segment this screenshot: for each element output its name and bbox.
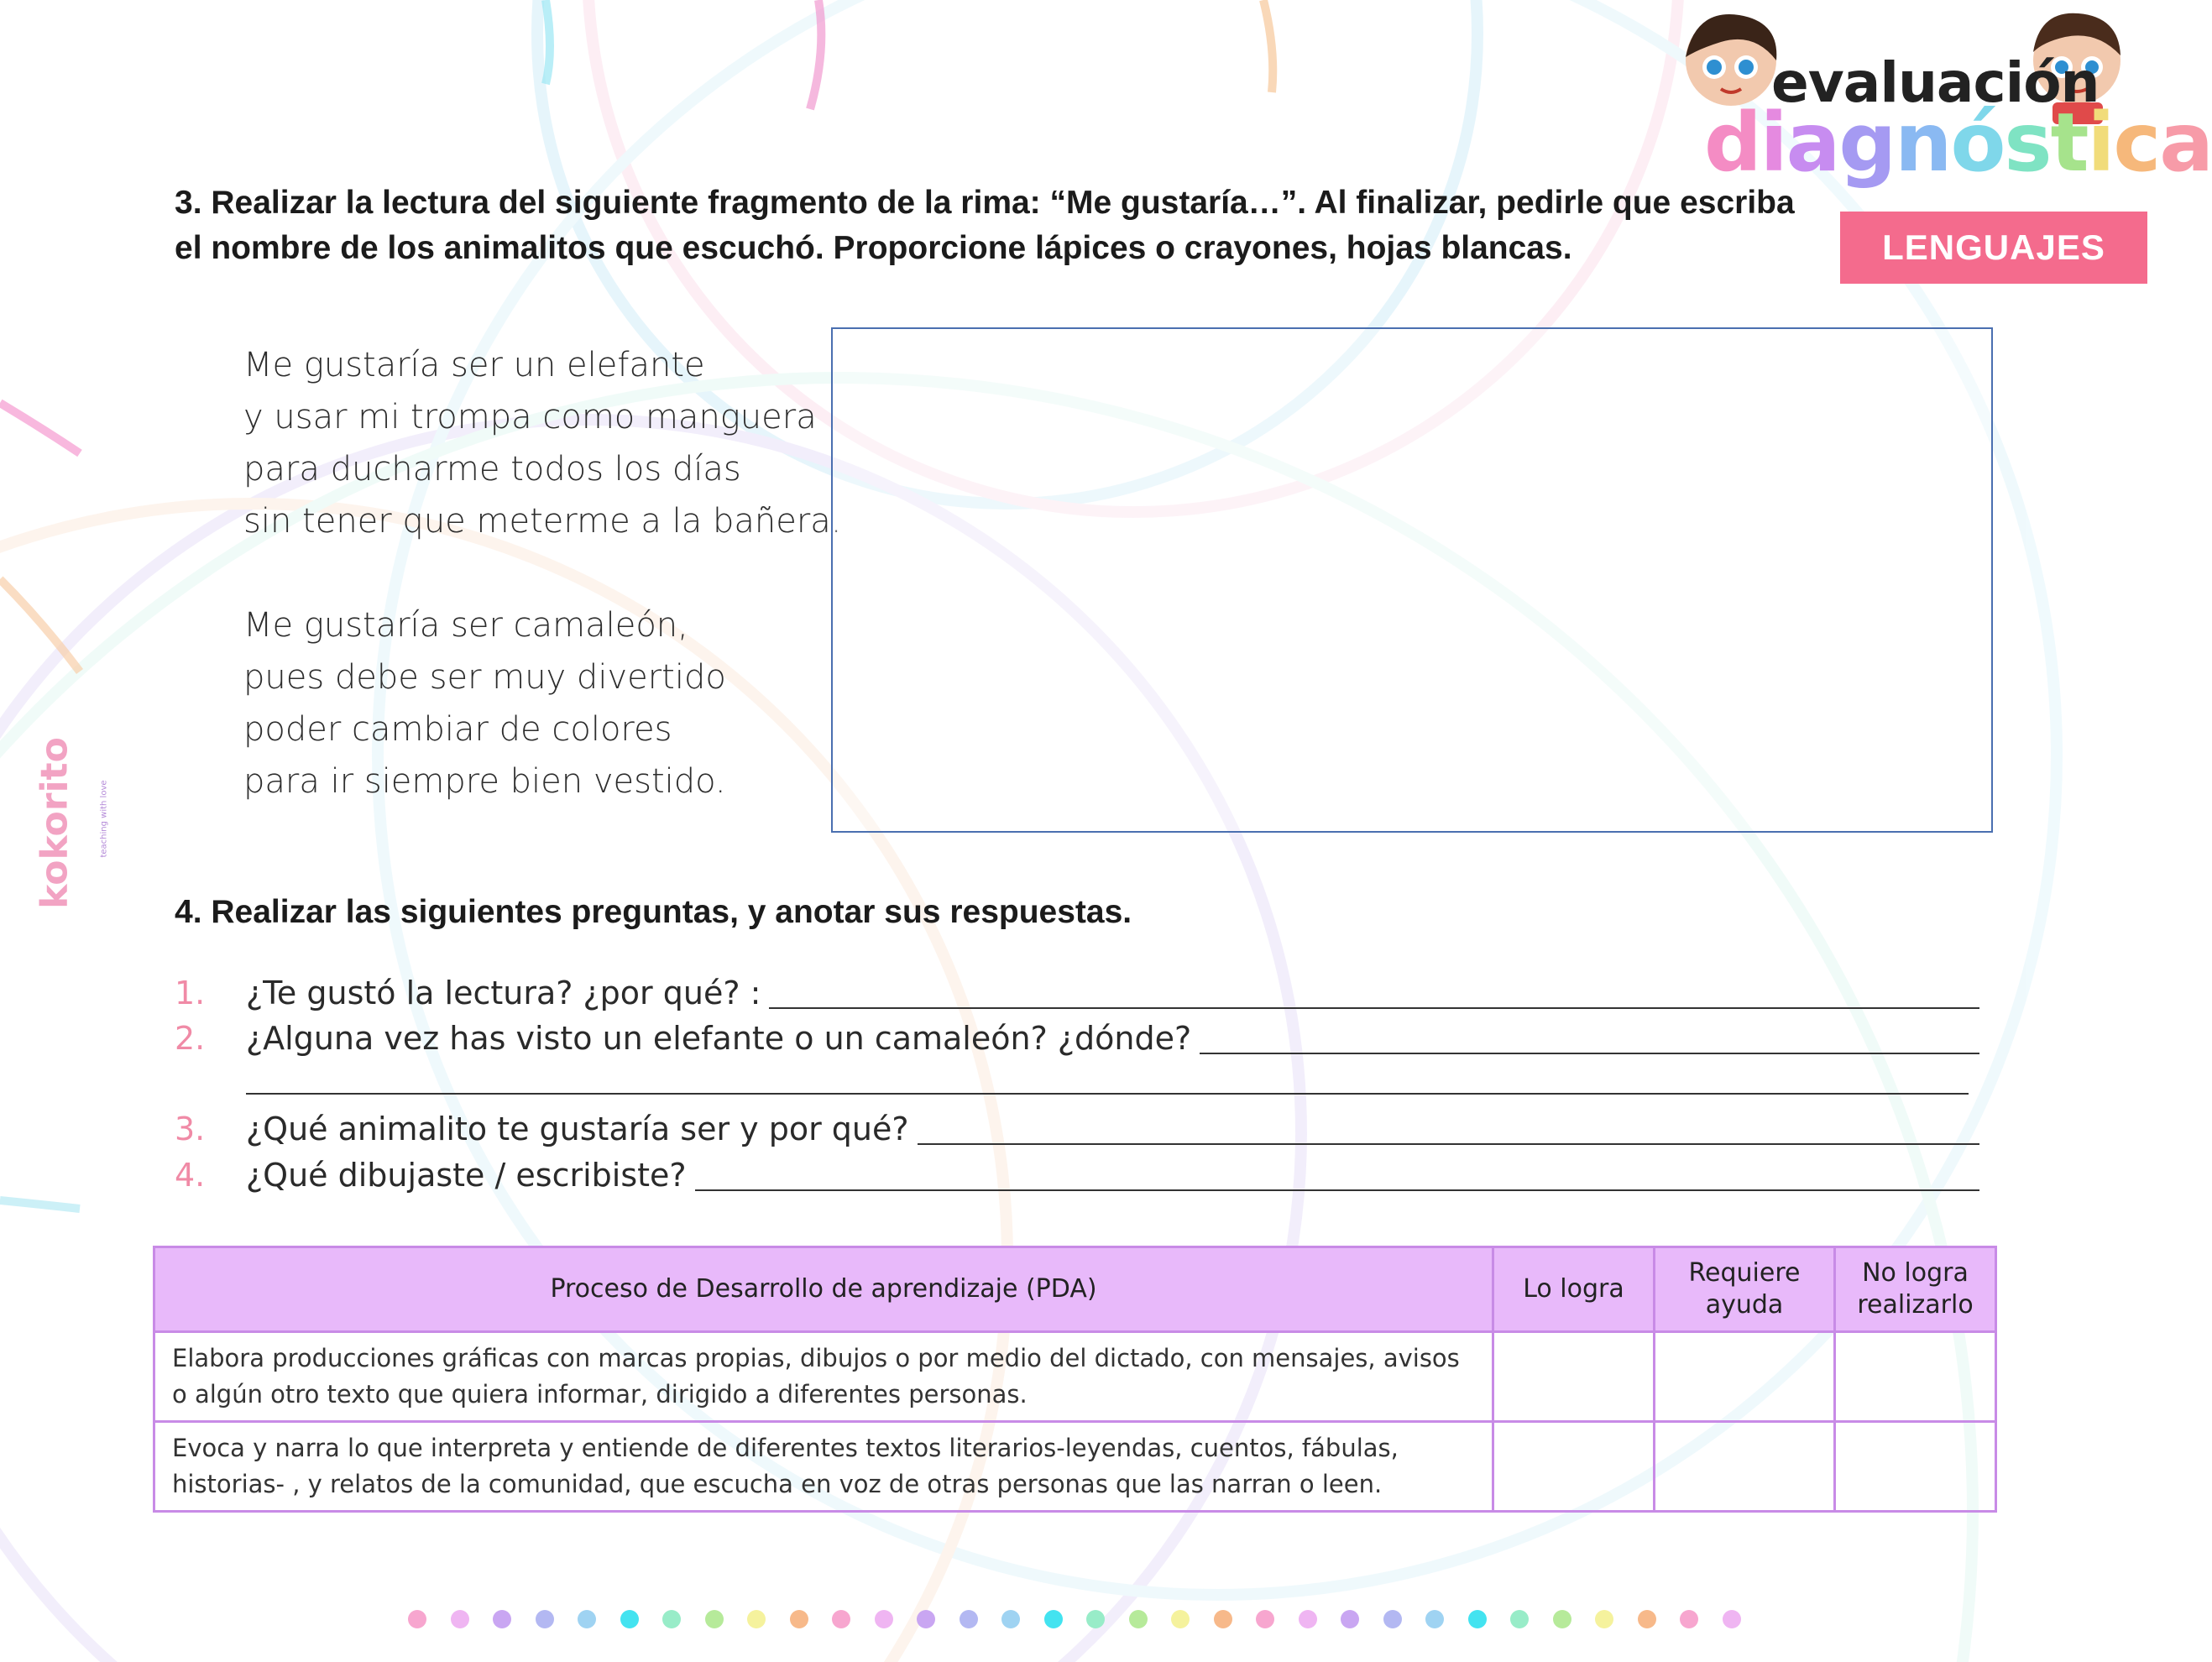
decorative-dot <box>1086 1610 1105 1628</box>
pda-evaluation-table <box>153 1246 1997 1513</box>
decorative-dot <box>1256 1610 1274 1628</box>
decorative-dot <box>578 1610 596 1628</box>
logo-letter: d <box>1704 96 1760 190</box>
decorative-dot <box>1299 1610 1317 1628</box>
question-number: 3. <box>175 1111 206 1147</box>
decorative-dot <box>620 1610 639 1628</box>
logo-letter: a <box>1786 96 1839 190</box>
poem-line: sin tener que meterme a la bañera. <box>243 502 842 541</box>
decorative-dot <box>493 1610 511 1628</box>
decorative-dot <box>1723 1610 1741 1628</box>
header-requiere-ayuda: Requiere ayuda <box>1655 1247 1835 1332</box>
decorative-dot <box>1044 1610 1063 1628</box>
subject-badge: LENGUAJES <box>1840 212 2147 284</box>
table-header-row <box>154 1247 1996 1332</box>
question-text: ¿Te gustó la lectura? ¿por qué? : <box>246 975 761 1011</box>
header-pda: Proceso de Desarrollo de aprendizaje (PDA) <box>154 1247 1493 1332</box>
decorative-dot <box>747 1610 766 1628</box>
logo-letter: i <box>2087 96 2114 190</box>
logo-line1: evaluación <box>1771 50 2100 115</box>
question-row-3 <box>175 1106 1979 1152</box>
header-lo-logra: Lo logra <box>1493 1247 1655 1332</box>
question-number: 4. <box>175 1157 206 1194</box>
decorative-dot <box>917 1610 935 1628</box>
poem-line: y usar mi trompa como manguera <box>243 398 817 436</box>
decorative-dot <box>1341 1610 1359 1628</box>
logo-letter: a <box>2159 96 2212 190</box>
poem-stanza-2 <box>243 599 831 807</box>
question-number: 1. <box>175 975 206 1011</box>
logo-letter: s <box>2004 96 2051 190</box>
decorative-dot <box>875 1610 893 1628</box>
decorative-dot <box>1468 1610 1487 1628</box>
decorative-dot <box>451 1610 469 1628</box>
answer-line[interactable] <box>918 1113 1979 1145</box>
logo-line2 <box>1704 96 2212 190</box>
poem-line: poder cambiar de colores <box>243 710 672 749</box>
decorative-dot <box>1510 1610 1529 1628</box>
poem-stanza-1 <box>243 339 842 547</box>
poem-line: Me gustaría ser un elefante <box>243 346 705 384</box>
decorative-dot <box>1553 1610 1571 1628</box>
brand-name: kokorito <box>33 737 76 909</box>
check-cell-lo-logra[interactable] <box>1493 1422 1655 1512</box>
check-cell-requiere-ayuda[interactable] <box>1655 1332 1835 1422</box>
decorative-dot <box>1171 1610 1190 1628</box>
answer-line[interactable] <box>1200 1022 1979 1054</box>
table-row <box>154 1332 1996 1422</box>
drawing-answer-box[interactable] <box>831 327 1993 833</box>
check-cell-no-logra[interactable] <box>1835 1422 1996 1512</box>
decorative-dot <box>705 1610 724 1628</box>
decorative-dot <box>832 1610 850 1628</box>
logo-letter: i <box>1760 96 1786 190</box>
poem-line: pues debe ser muy divertido <box>243 658 726 697</box>
decorative-dot <box>1680 1610 1698 1628</box>
question-text: ¿Qué dibujaste / escribiste? <box>246 1157 687 1194</box>
evaluacion-diagnostica-logo <box>1671 8 2212 190</box>
poem-line: Me gustaría ser camaleón, <box>243 606 688 645</box>
table-row <box>154 1422 1996 1512</box>
logo-letter: g <box>1838 96 1896 190</box>
answer-line[interactable] <box>695 1159 1979 1191</box>
question-text: ¿Qué animalito te gustaría ser y por qué? <box>246 1111 909 1147</box>
section4-instruction: 4. Realizar las siguientes preguntas, y anotar sus respuestas. <box>175 894 1132 930</box>
question-number: 2. <box>175 1020 206 1057</box>
question-text: ¿Alguna vez has visto un elefante o un camaleón? ¿dónde? <box>246 1020 1192 1057</box>
decorative-dot <box>408 1610 426 1628</box>
answer-line[interactable] <box>769 977 1979 1009</box>
question-row-2 <box>175 1016 1979 1061</box>
decorative-dot-row <box>408 1610 1751 1632</box>
poem-line: para ir siempre bien vestido. <box>243 762 726 801</box>
brand-vertical-logo <box>25 737 109 923</box>
pda-description: Evoca y narra lo que interpreta y entiende de diferentes textos literarios-leyendas, cuentos, fábulas, historias- , y relatos de la comunidad, que escucha en voz de otras personas que las narran o leen. <box>154 1422 1493 1512</box>
logo-letter: c <box>2113 96 2160 190</box>
decorative-dot <box>1129 1610 1148 1628</box>
logo-letter: t <box>2050 96 2088 190</box>
poem-line: para ducharme todos los días <box>243 450 741 489</box>
decorative-dot <box>536 1610 554 1628</box>
check-cell-no-logra[interactable] <box>1835 1332 1996 1422</box>
decorative-dot <box>1001 1610 1020 1628</box>
check-cell-lo-logra[interactable] <box>1493 1332 1655 1422</box>
decorative-dot <box>1638 1610 1656 1628</box>
decorative-dot <box>960 1610 978 1628</box>
section3-instruction: 3. Realizar la lectura del siguiente fragmento de la rima: “Me gustaría…”. Al finalizar, pedirle que escriba el nombre de los animalitos que escuchó. Proporcione lápices o crayones, hojas blancas. <box>175 185 1795 266</box>
decorative-dot <box>662 1610 681 1628</box>
logo-letter: ó <box>1950 96 2005 190</box>
decorative-dot <box>1383 1610 1402 1628</box>
decorative-dot <box>790 1610 808 1628</box>
question-row-4 <box>175 1152 1979 1198</box>
brand-tagline: teaching with love <box>99 780 109 858</box>
header-no-logra: No logra realizarlo <box>1835 1247 1996 1332</box>
decorative-dot <box>1595 1610 1613 1628</box>
pda-description: Elabora producciones gráficas con marcas propias, dibujos o por medio del dictado, con mensajes, avisos o algún otro texto que quiera informar, dirigido a diferentes personas. <box>154 1332 1493 1422</box>
check-cell-requiere-ayuda[interactable] <box>1655 1422 1835 1512</box>
question-row-1 <box>175 970 1979 1016</box>
decorative-dot <box>1425 1610 1444 1628</box>
decorative-dot <box>1214 1610 1232 1628</box>
answer-line-continuation[interactable] <box>246 1093 1969 1095</box>
logo-letter: n <box>1895 96 1951 190</box>
